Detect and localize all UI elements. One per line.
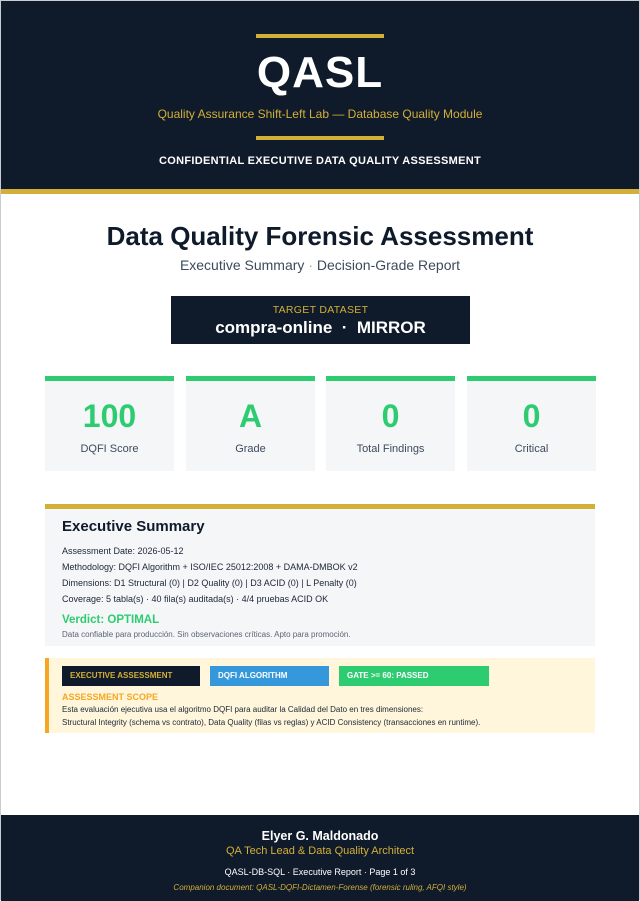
kpi-value: A: [238, 398, 263, 434]
kpi-label: DQFI Score: [80, 443, 139, 455]
report-header: [1, 1, 639, 189]
companion-document-note: Companion document: QASL-DQFI-Dictamen-Forense (forensic ruling, AFQI style): [173, 883, 467, 892]
header-accent-bottom: [256, 136, 384, 140]
summary-dimensions: Dimensions: D1 Structural (0) | D2 Quality (0) | D3 ACID (0) | L Penalty (0): [62, 578, 357, 588]
page-subtitle: [1, 257, 639, 273]
summary-methodology: Methodology: DQFI Algorithm + ISO/IEC 25012:2008 + DAMA-DMBOK v2: [62, 562, 358, 572]
target-dataset-label: TARGET DATASET: [272, 304, 369, 316]
kpi-card-total-findings: [326, 376, 455, 471]
scope-line: Structural Integrity (schema vs contrato), Data Quality (filas vs reglas) y ACID Consistency (transacciones en runtime).: [62, 718, 481, 727]
header-gold-divider: [1, 189, 639, 194]
report-footer: [1, 815, 639, 901]
kpi-label: Total Findings: [356, 443, 425, 455]
subtitle-separator: ·: [308, 257, 313, 273]
kpi-value: 0: [381, 398, 400, 434]
kpi-value: 100: [82, 398, 137, 434]
summary-coverage: Coverage: 5 tabla(s) · 40 fila(s) auditada(s) · 4/4 pruebas ACID OK: [62, 594, 329, 604]
verdict-label: Verdict: OPTIMAL: [62, 614, 160, 626]
assessment-scope-panel: [45, 658, 595, 733]
kpi-card-dqfi-score: [45, 376, 174, 471]
header-accent-top: [256, 34, 384, 38]
summary-title: Executive Summary: [62, 518, 205, 535]
badge-dqfi-algorithm: DQFI ALGORITHM: [210, 666, 329, 686]
scope-title: ASSESSMENT SCOPE: [62, 692, 159, 702]
page-title: Data Quality Forensic Assessment: [106, 221, 534, 251]
target-dataset-value: compra-online · MIRROR: [215, 318, 426, 337]
brand-tagline: Quality Assurance Shift-Left Lab — Database Quality Module: [157, 107, 483, 121]
badge-gate-passed: GATE >= 60: PASSED: [339, 666, 489, 686]
summary-assessment-date: Assessment Date: 2026-05-12: [62, 546, 184, 556]
kpi-card-grade: [186, 376, 315, 471]
verdict-note: Data confiable para producción. Sin observaciones críticas. Apto para promoción.: [62, 630, 351, 639]
kpi-card-critical: [467, 376, 596, 471]
scope-line: Esta evaluación ejecutiva usa el algoritmo DQFI para auditar la Calidad del Dato en tres dimensiones:: [62, 705, 424, 714]
kpi-value: 0: [522, 398, 541, 434]
confidential-label: CONFIDENTIAL EXECUTIVE DATA QUALITY ASSESSMENT: [158, 155, 482, 167]
target-dataset-box: [171, 296, 470, 344]
subtitle-left: Executive Summary: [179, 257, 305, 273]
author-name: Elyer G. Maldonado: [261, 829, 379, 843]
kpi-label: Critical: [514, 443, 549, 455]
subtitle-right: Decision-Grade Report: [316, 257, 461, 273]
executive-summary-panel: [45, 504, 595, 646]
document-reference: QASL-DB-SQL · Executive Report · Page 1 of 3: [224, 867, 416, 877]
author-role: QA Tech Lead & Data Quality Architect: [225, 845, 415, 857]
brand-logo-text: QASL: [256, 48, 384, 97]
kpi-label: Grade: [235, 443, 266, 455]
badge-executive-assessment: EXECUTIVE ASSESSMENT: [62, 666, 200, 686]
